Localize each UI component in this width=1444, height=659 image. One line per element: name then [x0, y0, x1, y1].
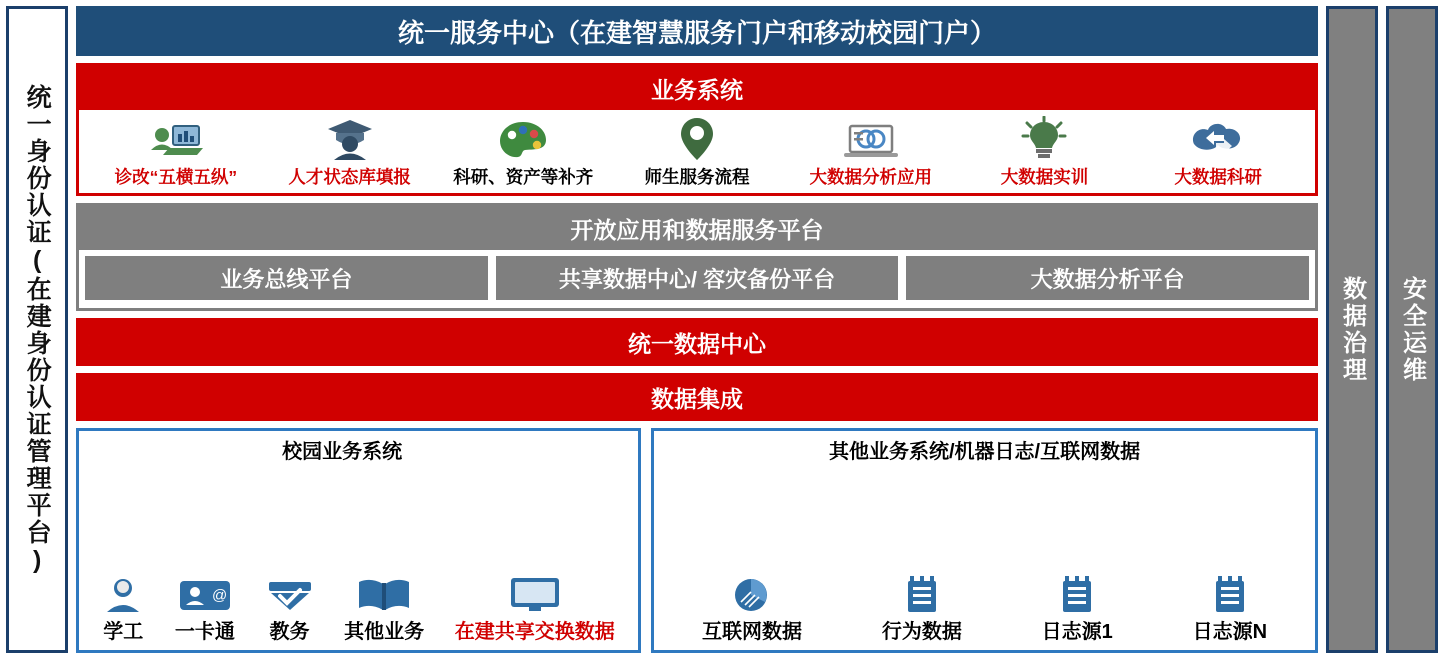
campus-item-academic[interactable]: [266, 572, 314, 644]
campus-business-icon-row: [85, 465, 632, 644]
campus-item-label: 其他业务: [344, 621, 425, 643]
document-icon: [903, 572, 941, 614]
campus-item-label: 在建共享交换数据: [454, 621, 615, 643]
data-integration-band: [76, 373, 1318, 421]
source-item-internet-data[interactable]: [702, 572, 802, 644]
source-item-log-n[interactable]: [1193, 572, 1267, 644]
unified-data-center-band: [76, 318, 1318, 366]
source-item-label: 行为数据: [881, 621, 962, 643]
sub-platform-bus[interactable]: [85, 256, 488, 300]
sub-platform-bigdata-analysis[interactable]: [906, 256, 1309, 300]
pie-chart-icon: [729, 572, 775, 614]
campus-business-system-panel: [76, 428, 641, 653]
palette-icon: [496, 116, 550, 162]
location-pin-icon: [675, 116, 719, 162]
right-bar-label: 安全运维: [1398, 275, 1426, 384]
business-system-header: [79, 66, 1315, 110]
business-item-label: 大数据实训: [1000, 167, 1089, 187]
campus-item-card[interactable]: [175, 572, 235, 644]
monitor-icon: [507, 572, 563, 614]
business-item-bigdata-training[interactable]: [958, 116, 1132, 189]
lightbulb-icon: [1018, 116, 1070, 162]
laptop-analytics-icon: [842, 116, 900, 162]
graduate-icon: [324, 116, 376, 162]
checklist-icon: [266, 572, 314, 614]
business-item-bigdata-research[interactable]: [1131, 116, 1305, 189]
left-vertical-bar-identity-auth: [6, 6, 68, 653]
sub-platform-shared-data[interactable]: [496, 256, 899, 300]
sub-platform-label: 业务总线平台: [220, 266, 353, 292]
center-stack: [76, 6, 1318, 653]
campus-item-label: 教务: [269, 621, 310, 643]
sub-platform-row: [79, 250, 1315, 308]
business-item-label: 师生服务流程: [644, 167, 750, 187]
business-item-talent-db[interactable]: [263, 116, 437, 189]
unified-data-center-label: 统一数据中心: [628, 330, 766, 357]
sub-platform-label: 大数据分析平台: [1030, 266, 1185, 292]
campus-item-student-affairs[interactable]: [102, 572, 144, 644]
id-card-icon: [178, 572, 232, 614]
unified-service-center-label: 统一服务中心（在建智慧服务门户和移动校园门户）: [397, 17, 996, 48]
right-vertical-bar-data-governance: [1326, 6, 1378, 653]
other-sources-title: 其他业务系统/机器日志/互联网数据: [828, 441, 1141, 463]
source-item-log-1[interactable]: [1042, 572, 1113, 644]
campus-item-other[interactable]: [344, 572, 424, 644]
business-item-diagnosis[interactable]: [89, 116, 263, 189]
open-app-data-platform-label: 开放应用和数据服务平台: [570, 216, 824, 243]
business-item-label: 人才状态库填报: [288, 167, 411, 187]
other-sources-icon-row: [660, 465, 1309, 644]
source-item-behavior-data[interactable]: [882, 572, 962, 644]
sub-platform-label: 共享数据中心/ 容灾备份平台: [558, 266, 836, 292]
svg-text:@: @: [211, 587, 228, 604]
source-item-label: 日志源1: [1041, 621, 1113, 643]
bottom-panels-row: [76, 428, 1318, 653]
unified-service-center-band: [76, 6, 1318, 56]
campus-item-shared-exchange[interactable]: [455, 572, 615, 644]
business-item-bigdata-analysis[interactable]: [784, 116, 958, 189]
business-item-research-assets[interactable]: [436, 116, 610, 189]
book-icon: [355, 572, 413, 614]
source-item-label: 日志源N: [1192, 621, 1268, 643]
business-system-group: [76, 63, 1318, 196]
open-app-data-platform-group: [76, 203, 1318, 311]
business-item-label: 诊改“五横五纵”: [114, 167, 238, 187]
recycle-cloud-icon: [1186, 116, 1250, 162]
business-item-service-process[interactable]: [610, 116, 784, 189]
data-integration-label: 数据集成: [651, 385, 743, 412]
document-icon: [1058, 572, 1096, 614]
business-system-header-label: 业务系统: [651, 76, 743, 103]
business-item-label: 大数据科研: [1174, 167, 1262, 187]
other-sources-panel: [651, 428, 1318, 653]
business-system-icon-row: [79, 110, 1315, 193]
campus-business-system-title: 校园业务系统: [282, 441, 403, 463]
business-item-label: 科研、资产等补齐: [453, 167, 594, 187]
document-icon: [1211, 572, 1249, 614]
business-item-label: 大数据分析应用: [809, 167, 932, 187]
person-chart-icon: [145, 116, 207, 162]
campus-item-label: 学工: [103, 621, 144, 643]
campus-item-label: 一卡通: [174, 621, 235, 643]
open-app-data-platform-header: [79, 206, 1315, 250]
student-avatar-icon: [102, 572, 144, 614]
source-item-label: 互联网数据: [702, 621, 803, 643]
right-bar-label: 数据治理: [1338, 275, 1366, 384]
left-vertical-bar-label: 统一身份认证(在建身份认证管理平台): [23, 83, 52, 576]
right-vertical-bar-security-ops: [1386, 6, 1438, 653]
